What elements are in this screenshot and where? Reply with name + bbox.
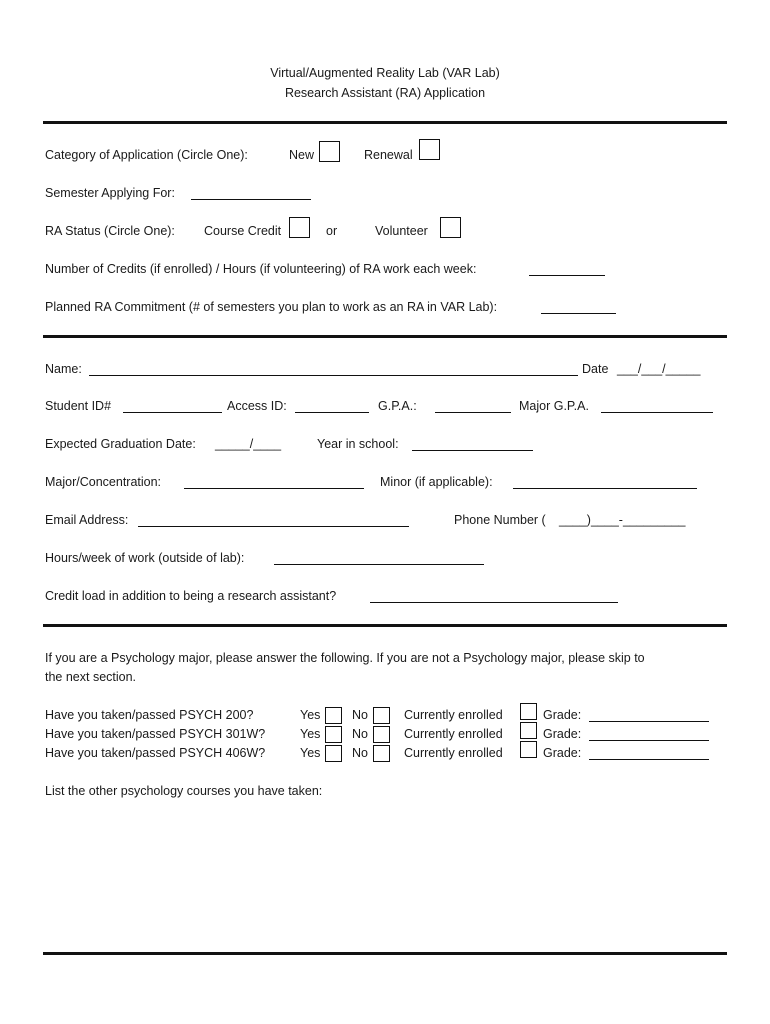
commitment-label: Planned RA Commitment (# of semesters you plan to work as an RA in VAR Lab): — [45, 300, 498, 314]
year-field[interactable] — [412, 450, 533, 451]
psych301w-no-label: No — [352, 727, 368, 741]
psych301w-grade-label: Grade: — [543, 727, 582, 741]
psych200-yes-label: Yes — [300, 708, 321, 722]
psych406w-grade-label: Grade: — [543, 746, 582, 760]
access-id-label: Access ID: — [227, 399, 287, 413]
psych200-question: Have you taken/passed PSYCH 200? — [45, 708, 254, 722]
grad-date-label: Expected Graduation Date: — [45, 437, 196, 451]
date-label: Date — [582, 362, 609, 376]
option-course-credit-label: Course Credit — [204, 224, 282, 238]
form-title: Virtual/Augmented Reality Lab (VAR Lab) — [270, 66, 500, 80]
psych406w-grade-field[interactable] — [589, 759, 709, 760]
semester-field[interactable] — [191, 199, 311, 200]
psych-intro-line1: If you are a Psychology major, please answer the following. If you are not a Psychology major, please skip to — [45, 651, 645, 665]
email-field[interactable] — [138, 526, 409, 527]
psych301w-no-checkbox[interactable] — [373, 726, 390, 743]
student-id-field[interactable] — [123, 412, 222, 413]
psych406w-question: Have you taken/passed PSYCH 406W? — [45, 746, 266, 760]
date-field[interactable]: ___/___/_____ — [617, 362, 701, 376]
psych200-enrolled-label: Currently enrolled — [404, 708, 503, 722]
grad-date-field[interactable]: _____/____ — [215, 437, 282, 451]
major-gpa-label: Major G.P.A. — [519, 399, 589, 413]
semester-label: Semester Applying For: — [45, 186, 175, 200]
psych200-grade-label: Grade: — [543, 708, 582, 722]
psych301w-yes-label: Yes — [300, 727, 321, 741]
psych301w-question: Have you taken/passed PSYCH 301W? — [45, 727, 266, 741]
name-field[interactable] — [89, 375, 578, 376]
option-volunteer-label: Volunteer — [375, 224, 428, 238]
psych406w-enrolled-checkbox[interactable] — [520, 741, 537, 758]
major-label: Major/Concentration: — [45, 475, 162, 489]
psych-intro-line2: the next section. — [45, 670, 137, 684]
gpa-label: G.P.A.: — [378, 399, 417, 413]
student-id-label: Student ID# — [45, 399, 112, 413]
email-label: Email Address: — [45, 513, 129, 527]
minor-field[interactable] — [513, 488, 697, 489]
gpa-field[interactable] — [435, 412, 511, 413]
major-gpa-field[interactable] — [601, 412, 713, 413]
minor-label: Minor (if applicable): — [380, 475, 493, 489]
new-checkbox[interactable] — [319, 141, 340, 162]
psych406w-no-checkbox[interactable] — [373, 745, 390, 762]
form-subtitle: Research Assistant (RA) Application — [284, 86, 486, 100]
phone-field[interactable]: ____)____-_________ — [559, 513, 686, 527]
other-courses-label: List the other psychology courses you have taken: — [45, 784, 323, 798]
phone-label: Phone Number ( — [454, 513, 546, 527]
psych406w-no-label: No — [352, 746, 368, 760]
psych406w-yes-checkbox[interactable] — [325, 745, 342, 762]
psych200-grade-field[interactable] — [589, 721, 709, 722]
commitment-field[interactable] — [541, 313, 616, 314]
option-new-label: New — [289, 148, 315, 162]
renewal-checkbox[interactable] — [419, 139, 440, 160]
psych301w-grade-field[interactable] — [589, 740, 709, 741]
ra-status-label: RA Status (Circle One): — [45, 224, 175, 238]
other-courses-area[interactable] — [45, 804, 725, 944]
psych200-enrolled-checkbox[interactable] — [520, 703, 537, 720]
hours-work-label: Hours/week of work (outside of lab): — [45, 551, 245, 565]
or-text: or — [326, 224, 338, 238]
psych406w-enrolled-label: Currently enrolled — [404, 746, 503, 760]
psych200-yes-checkbox[interactable] — [325, 707, 342, 724]
credits-hours-field[interactable] — [529, 275, 605, 276]
credits-hours-label: Number of Credits (if enrolled) / Hours (if volunteering) of RA work each week: — [45, 262, 477, 276]
psych200-no-checkbox[interactable] — [373, 707, 390, 724]
credit-load-label: Credit load in addition to being a research assistant? — [45, 589, 337, 603]
name-label: Name: — [45, 362, 82, 376]
hours-work-field[interactable] — [274, 564, 484, 565]
psych406w-yes-label: Yes — [300, 746, 321, 760]
psych301w-enrolled-label: Currently enrolled — [404, 727, 503, 741]
psych301w-yes-checkbox[interactable] — [325, 726, 342, 743]
course-credit-checkbox[interactable] — [289, 217, 310, 238]
psych301w-enrolled-checkbox[interactable] — [520, 722, 537, 739]
divider-top — [43, 121, 727, 124]
year-label: Year in school: — [317, 437, 399, 451]
major-field[interactable] — [184, 488, 364, 489]
access-id-field[interactable] — [295, 412, 369, 413]
divider-lower — [43, 624, 727, 627]
volunteer-checkbox[interactable] — [440, 217, 461, 238]
option-renewal-label: Renewal — [364, 148, 413, 162]
divider-middle — [43, 335, 727, 338]
category-label: Category of Application (Circle One): — [45, 148, 248, 162]
psych200-no-label: No — [352, 708, 368, 722]
credit-load-field[interactable] — [370, 602, 618, 603]
divider-bottom — [43, 952, 727, 955]
